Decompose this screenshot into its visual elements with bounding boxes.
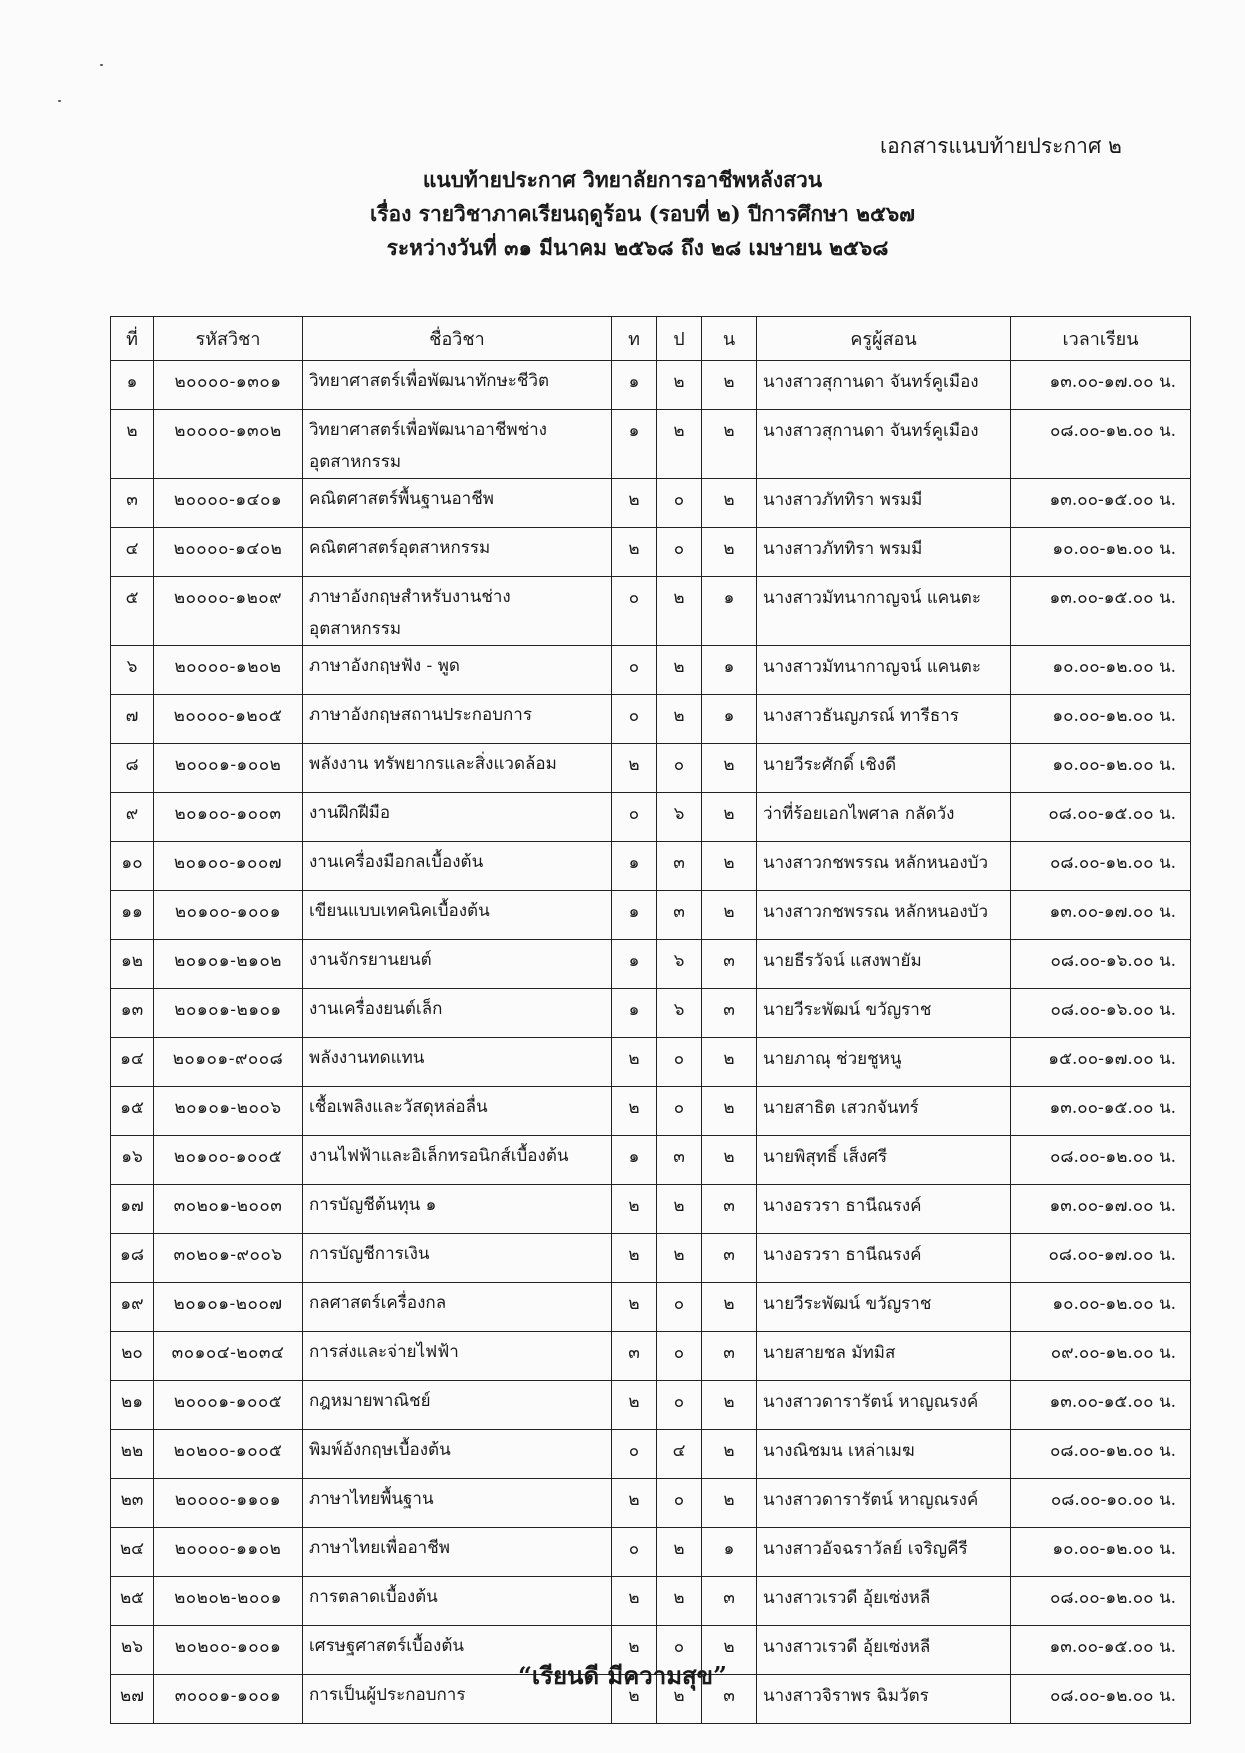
cell-practice: ๒ bbox=[657, 1234, 702, 1283]
cell-teacher: นายวีระศักดิ์ เชิงดี bbox=[757, 744, 1011, 793]
table-row bbox=[111, 1136, 1191, 1185]
cell-no: ๑๐ bbox=[111, 842, 154, 891]
header-practice: ป bbox=[657, 317, 702, 361]
cell-code: ๒๐๐๐๐-๑๑๐๑ bbox=[154, 1479, 303, 1528]
cell-credits: ๒ bbox=[702, 1430, 757, 1479]
cell-credits: ๒ bbox=[702, 1626, 757, 1675]
cell-credits: ๓ bbox=[702, 1185, 757, 1234]
header-teacher: ครูผู้สอน bbox=[757, 317, 1011, 361]
cell-code: ๒๐๑๐๐-๑๐๐๓ bbox=[154, 793, 303, 842]
cell-credits: ๓ bbox=[702, 989, 757, 1038]
cell-practice: ๔ bbox=[657, 1430, 702, 1479]
cell-practice: ๓ bbox=[657, 891, 702, 940]
cell-code: ๒๐๐๐๐-๑๒๐๕ bbox=[154, 695, 303, 744]
cell-time: ๑๓.๐๐-๑๕.๐๐ น. bbox=[1011, 479, 1191, 528]
cell-theory: ๑ bbox=[612, 410, 657, 479]
cell-no: ๑๖ bbox=[111, 1136, 154, 1185]
table-row bbox=[111, 989, 1191, 1038]
cell-theory: ๑ bbox=[612, 940, 657, 989]
cell-teacher: นางสาวกชพรรณ หลักหนองบัว bbox=[757, 842, 1011, 891]
cell-teacher: นายสายชล มัทมิส bbox=[757, 1332, 1011, 1381]
cell-code: ๒๐๑๐๑-๙๐๐๘ bbox=[154, 1038, 303, 1087]
cell-no: ๘ bbox=[111, 744, 154, 793]
cell-credits: ๒ bbox=[702, 891, 757, 940]
cell-practice: ๐ bbox=[657, 1038, 702, 1087]
cell-name: พลังงานทดแทน bbox=[303, 1038, 612, 1087]
cell-practice: ๒ bbox=[657, 695, 702, 744]
cell-no: ๒๑ bbox=[111, 1381, 154, 1430]
cell-time: ๑๓.๐๐-๑๕.๐๐ น. bbox=[1011, 577, 1191, 646]
cell-name: ภาษาอังกฤษสำหรับงานช่าง อุตสาหกรรม bbox=[303, 577, 612, 646]
cell-teacher: นายธีรวัจน์ แสงพายัม bbox=[757, 940, 1011, 989]
cell-credits: ๓ bbox=[702, 1332, 757, 1381]
cell-practice: ๒ bbox=[657, 1577, 702, 1626]
table-row bbox=[111, 1332, 1191, 1381]
cell-time: ๐๘.๐๐-๑๗.๐๐ น. bbox=[1011, 1234, 1191, 1283]
course-schedule-table bbox=[110, 316, 1191, 1724]
cell-theory: ๒ bbox=[612, 744, 657, 793]
cell-teacher: นายพิสุทธิ์ เส็งศรี bbox=[757, 1136, 1011, 1185]
cell-code: ๒๐๒๐๐-๑๐๐๑ bbox=[154, 1626, 303, 1675]
cell-practice: ๖ bbox=[657, 940, 702, 989]
cell-time: ๑๓.๐๐-๑๗.๐๐ น. bbox=[1011, 1185, 1191, 1234]
cell-theory: ๒ bbox=[612, 1283, 657, 1332]
cell-teacher: นางสาวจิราพร ฉิมวัตร bbox=[757, 1675, 1011, 1724]
cell-practice: ๒ bbox=[657, 577, 702, 646]
cell-name: ภาษาอังกฤษฟัง - พูด bbox=[303, 646, 612, 695]
cell-code: ๒๐๐๐๐-๑๔๐๑ bbox=[154, 479, 303, 528]
cell-teacher: นายภาณุ ช่วยชูหนู bbox=[757, 1038, 1011, 1087]
heading-line-2: เรื่อง รายวิชาภาคเรียนฤดูร้อน (รอบที่ ๒) ปีการศึกษา ๒๕๖๗ bbox=[370, 201, 915, 226]
cell-time: ๐๘.๐๐-๑๖.๐๐ น. bbox=[1011, 940, 1191, 989]
cell-theory: ๐ bbox=[612, 646, 657, 695]
heading-line-3: ระหว่างวันที่ ๓๑ มีนาคม ๒๕๖๘ ถึง ๒๘ เมษายน ๒๕๖๘ bbox=[386, 235, 889, 260]
cell-name: ภาษาไทยเพื่ออาชีพ bbox=[303, 1528, 612, 1577]
cell-time: ๑๓.๐๐-๑๗.๐๐ น. bbox=[1011, 891, 1191, 940]
cell-time: ๐๘.๐๐-๑๒.๐๐ น. bbox=[1011, 842, 1191, 891]
cell-credits: ๒ bbox=[702, 479, 757, 528]
cell-credits: ๓ bbox=[702, 940, 757, 989]
cell-no: ๒๓ bbox=[111, 1479, 154, 1528]
cell-practice: ๐ bbox=[657, 1479, 702, 1528]
cell-time: ๑๐.๐๐-๑๒.๐๐ น. bbox=[1011, 695, 1191, 744]
cell-name: งานเครื่องมือกลเบื้องต้น bbox=[303, 842, 612, 891]
motto: “เรียนดี มีความสุข” bbox=[518, 1661, 727, 1690]
cell-name: กฎหมายพาณิชย์ bbox=[303, 1381, 612, 1430]
table-row bbox=[111, 577, 1191, 646]
cell-no: ๗ bbox=[111, 695, 154, 744]
cell-theory: ๒ bbox=[612, 479, 657, 528]
cell-time: ๑๓.๐๐-๑๗.๐๐ น. bbox=[1011, 361, 1191, 410]
scan-speck bbox=[100, 64, 103, 66]
cell-practice: ๓ bbox=[657, 842, 702, 891]
cell-teacher: นางสาวดารารัตน์ หาญณรงค์ bbox=[757, 1381, 1011, 1430]
cell-no: ๖ bbox=[111, 646, 154, 695]
cell-theory: ๒ bbox=[612, 1626, 657, 1675]
cell-name: งานฝึกฝีมือ bbox=[303, 793, 612, 842]
cell-teacher: นางสาวภัททิรา พรมมี bbox=[757, 479, 1011, 528]
cell-code: ๒๐๐๐๑-๑๐๐๕ bbox=[154, 1381, 303, 1430]
header-name: ชื่อวิชา bbox=[303, 317, 612, 361]
cell-credits: ๑ bbox=[702, 646, 757, 695]
cell-teacher: นางณิชมน เหล่าเมฆ bbox=[757, 1430, 1011, 1479]
cell-time: ๑๕.๐๐-๑๗.๐๐ น. bbox=[1011, 1038, 1191, 1087]
cell-practice: ๒ bbox=[657, 410, 702, 479]
cell-time: ๑๐.๐๐-๑๒.๐๐ น. bbox=[1011, 744, 1191, 793]
cell-practice: ๐ bbox=[657, 1283, 702, 1332]
cell-practice: ๒ bbox=[657, 1185, 702, 1234]
cell-code: ๒๐๑๐๐-๑๐๐๗ bbox=[154, 842, 303, 891]
cell-name: กลศาสตร์เครื่องกล bbox=[303, 1283, 612, 1332]
cell-no: ๕ bbox=[111, 577, 154, 646]
cell-name: เชื้อเพลิงและวัสดุหล่อลื่น bbox=[303, 1087, 612, 1136]
cell-teacher: นางสาวธันญภรณ์ ทารีธาร bbox=[757, 695, 1011, 744]
cell-practice: ๓ bbox=[657, 1136, 702, 1185]
cell-teacher: นางสาวสุกานดา จันทร์คูเมือง bbox=[757, 410, 1011, 479]
cell-code: ๒๐๑๐๐-๑๐๐๑ bbox=[154, 891, 303, 940]
cell-name: พลังงาน ทรัพยากรและสิ่งแวดล้อม bbox=[303, 744, 612, 793]
cell-time: ๑๐.๐๐-๑๒.๐๐ น. bbox=[1011, 646, 1191, 695]
cell-credits: ๓ bbox=[702, 1577, 757, 1626]
cell-code: ๓๐๒๐๑-๙๐๐๖ bbox=[154, 1234, 303, 1283]
cell-teacher: นางสาวเรวดี อุ้ยเซ่งหลี bbox=[757, 1577, 1011, 1626]
cell-time: ๐๘.๐๐-๑๒.๐๐ น. bbox=[1011, 410, 1191, 479]
cell-code: ๒๐๐๐๐-๑๓๐๑ bbox=[154, 361, 303, 410]
table-row bbox=[111, 361, 1191, 410]
cell-time: ๑๐.๐๐-๑๒.๐๐ น. bbox=[1011, 1283, 1191, 1332]
cell-practice: ๐ bbox=[657, 1332, 702, 1381]
header-theory: ท bbox=[612, 317, 657, 361]
cell-theory: ๐ bbox=[612, 1528, 657, 1577]
cell-no: ๑๒ bbox=[111, 940, 154, 989]
cell-no: ๒ bbox=[111, 410, 154, 479]
cell-no: ๒๔ bbox=[111, 1528, 154, 1577]
cell-no: ๒๒ bbox=[111, 1430, 154, 1479]
cell-no: ๑๕ bbox=[111, 1087, 154, 1136]
cell-code: ๒๐๐๐๐-๑๒๐๒ bbox=[154, 646, 303, 695]
cell-no: ๒๕ bbox=[111, 1577, 154, 1626]
heading-line-1: แนบท้ายประกาศ วิทยาลัยการอาชีพหลังสวน bbox=[422, 167, 823, 192]
table-row bbox=[111, 1528, 1191, 1577]
cell-time: ๐๙.๐๐-๑๒.๐๐ น. bbox=[1011, 1332, 1191, 1381]
cell-theory: ๒ bbox=[612, 528, 657, 577]
cell-practice: ๐ bbox=[657, 1626, 702, 1675]
cell-code: ๒๐๑๐๑-๒๑๐๒ bbox=[154, 940, 303, 989]
cell-name: ภาษาไทยพื้นฐาน bbox=[303, 1479, 612, 1528]
cell-code: ๒๐๐๐๑-๑๐๐๒ bbox=[154, 744, 303, 793]
cell-code: ๒๐๐๐๐-๑๒๐๙ bbox=[154, 577, 303, 646]
cell-teacher: นายวีระพัฒน์ ขวัญราช bbox=[757, 989, 1011, 1038]
cell-theory: ๐ bbox=[612, 1430, 657, 1479]
header-time: เวลาเรียน bbox=[1011, 317, 1191, 361]
cell-no: ๑๔ bbox=[111, 1038, 154, 1087]
cell-practice: ๐ bbox=[657, 1087, 702, 1136]
cell-name: การเป็นผู้ประกอบการ bbox=[303, 1675, 612, 1724]
cell-code: ๒๐๑๐๑-๒๑๐๑ bbox=[154, 989, 303, 1038]
cell-practice: ๒ bbox=[657, 1528, 702, 1577]
cell-no: ๙ bbox=[111, 793, 154, 842]
header-code: รหัสวิชา bbox=[154, 317, 303, 361]
cell-name: การตลาดเบื้องต้น bbox=[303, 1577, 612, 1626]
cell-name: งานไฟฟ้าและอิเล็กทรอนิกส์เบื้องต้น bbox=[303, 1136, 612, 1185]
cell-name: เศรษฐศาสตร์เบื้องต้น bbox=[303, 1626, 612, 1675]
cell-theory: ๒ bbox=[612, 1381, 657, 1430]
cell-code: ๒๐๐๐๐-๑๓๐๒ bbox=[154, 410, 303, 479]
cell-teacher: นางอรวรา ธานีณรงค์ bbox=[757, 1234, 1011, 1283]
cell-time: ๐๘.๐๐-๑๒.๐๐ น. bbox=[1011, 1430, 1191, 1479]
cell-name: วิทยาศาสตร์เพื่อพัฒนาทักษะชีวิต bbox=[303, 361, 612, 410]
cell-teacher: ว่าที่ร้อยเอกไพศาล กลัดวัง bbox=[757, 793, 1011, 842]
cell-credits: ๒ bbox=[702, 1136, 757, 1185]
cell-theory: ๓ bbox=[612, 1332, 657, 1381]
cell-teacher: นางสาวมัทนากาญจน์ แคนตะ bbox=[757, 577, 1011, 646]
cell-teacher: นายวีระพัฒน์ ขวัญราช bbox=[757, 1283, 1011, 1332]
cell-code: ๒๐๐๐๐-๑๑๐๒ bbox=[154, 1528, 303, 1577]
cell-practice: ๖ bbox=[657, 793, 702, 842]
table-row bbox=[111, 1479, 1191, 1528]
cell-theory: ๑ bbox=[612, 1136, 657, 1185]
scan-speck bbox=[58, 100, 61, 102]
table-row bbox=[111, 528, 1191, 577]
cell-teacher: นางสาวมัทนากาญจน์ แคนตะ bbox=[757, 646, 1011, 695]
cell-no: ๒๖ bbox=[111, 1626, 154, 1675]
cell-credits: ๓ bbox=[702, 1234, 757, 1283]
cell-credits: ๒ bbox=[702, 361, 757, 410]
cell-theory: ๑ bbox=[612, 361, 657, 410]
cell-no: ๑๗ bbox=[111, 1185, 154, 1234]
cell-name: การบัญชีการเงิน bbox=[303, 1234, 612, 1283]
cell-time: ๑๐.๐๐-๑๒.๐๐ น. bbox=[1011, 528, 1191, 577]
cell-credits: ๒ bbox=[702, 1038, 757, 1087]
table-row bbox=[111, 1185, 1191, 1234]
cell-practice: ๒ bbox=[657, 361, 702, 410]
cell-theory: ๒ bbox=[612, 1087, 657, 1136]
cell-code: ๒๐๑๐๐-๑๐๐๕ bbox=[154, 1136, 303, 1185]
cell-time: ๑๐.๐๐-๑๒.๐๐ น. bbox=[1011, 1528, 1191, 1577]
cell-time: ๐๘.๐๐-๑๕.๐๐ น. bbox=[1011, 793, 1191, 842]
cell-time: ๑๓.๐๐-๑๕.๐๐ น. bbox=[1011, 1626, 1191, 1675]
cell-practice: ๒ bbox=[657, 646, 702, 695]
cell-code: ๒๐๑๐๑-๒๐๐๖ bbox=[154, 1087, 303, 1136]
cell-practice: ๐ bbox=[657, 479, 702, 528]
cell-no: ๑ bbox=[111, 361, 154, 410]
table-row bbox=[111, 1381, 1191, 1430]
table-row bbox=[111, 1038, 1191, 1087]
cell-theory: ๑ bbox=[612, 842, 657, 891]
cell-theory: ๒ bbox=[612, 1038, 657, 1087]
table-row bbox=[111, 1577, 1191, 1626]
cell-theory: ๑ bbox=[612, 989, 657, 1038]
table-header-row bbox=[111, 317, 1191, 361]
cell-teacher: นางสาวอัจฉราวัลย์ เจริญคีรี bbox=[757, 1528, 1011, 1577]
header-credits: น bbox=[702, 317, 757, 361]
cell-name: งานเครื่องยนต์เล็ก bbox=[303, 989, 612, 1038]
cell-no: ๑๙ bbox=[111, 1283, 154, 1332]
cell-time: ๐๘.๐๐-๑๒.๐๐ น. bbox=[1011, 1675, 1191, 1724]
cell-teacher: นายสาธิต เสวกจันทร์ bbox=[757, 1087, 1011, 1136]
cell-credits: ๒ bbox=[702, 744, 757, 793]
document-reference: เอกสารแนบท้ายประกาศ ๒ bbox=[880, 134, 1122, 158]
cell-theory: ๑ bbox=[612, 891, 657, 940]
cell-code: ๓๐๒๐๑-๒๐๐๓ bbox=[154, 1185, 303, 1234]
cell-teacher: นางอรวรา ธานีณรงค์ bbox=[757, 1185, 1011, 1234]
cell-name: วิทยาศาสตร์เพื่อพัฒนาอาชีพช่าง อุตสาหกรรม bbox=[303, 410, 612, 479]
cell-credits: ๑ bbox=[702, 1528, 757, 1577]
cell-credits: ๒ bbox=[702, 1087, 757, 1136]
cell-teacher: นางสาวกชพรรณ หลักหนองบัว bbox=[757, 891, 1011, 940]
table-row bbox=[111, 1087, 1191, 1136]
table-row bbox=[111, 695, 1191, 744]
cell-teacher: นางสาวภัททิรา พรมมี bbox=[757, 528, 1011, 577]
cell-credits: ๒ bbox=[702, 1381, 757, 1430]
cell-theory: ๒ bbox=[612, 1577, 657, 1626]
cell-credits: ๒ bbox=[702, 410, 757, 479]
table-row bbox=[111, 1430, 1191, 1479]
cell-name: งานจักรยานยนต์ bbox=[303, 940, 612, 989]
table-row bbox=[111, 646, 1191, 695]
table-row bbox=[111, 940, 1191, 989]
cell-code: ๒๐๑๐๑-๒๐๐๗ bbox=[154, 1283, 303, 1332]
cell-name: การบัญชีต้นทุน ๑ bbox=[303, 1185, 612, 1234]
cell-no: ๒๗ bbox=[111, 1675, 154, 1724]
cell-practice: ๖ bbox=[657, 989, 702, 1038]
cell-teacher: นางสาวดารารัตน์ หาญณรงค์ bbox=[757, 1479, 1011, 1528]
table-body bbox=[111, 361, 1191, 1724]
cell-code: ๒๐๐๐๐-๑๔๐๒ bbox=[154, 528, 303, 577]
cell-no: ๔ bbox=[111, 528, 154, 577]
cell-name: ภาษาอังกฤษสถานประกอบการ bbox=[303, 695, 612, 744]
cell-name: การส่งและจ่ายไฟฟ้า bbox=[303, 1332, 612, 1381]
cell-no: ๒๐ bbox=[111, 1332, 154, 1381]
cell-credits: ๒ bbox=[702, 842, 757, 891]
cell-no: ๑๓ bbox=[111, 989, 154, 1038]
table-row bbox=[111, 1283, 1191, 1332]
cell-theory: ๒ bbox=[612, 1479, 657, 1528]
header-no: ที่ bbox=[111, 317, 154, 361]
cell-name: คณิตศาสตร์พื้นฐานอาชีพ bbox=[303, 479, 612, 528]
table-row bbox=[111, 793, 1191, 842]
cell-name: พิมพ์อังกฤษเบื้องต้น bbox=[303, 1430, 612, 1479]
cell-code: ๓๐๐๐๑-๑๐๐๑ bbox=[154, 1675, 303, 1724]
cell-credits: ๓ bbox=[702, 1675, 757, 1724]
cell-theory: ๐ bbox=[612, 793, 657, 842]
cell-time: ๑๓.๐๐-๑๕.๐๐ น. bbox=[1011, 1381, 1191, 1430]
cell-teacher: นางสาวเรวดี อุ้ยเซ่งหลี bbox=[757, 1626, 1011, 1675]
cell-credits: ๑ bbox=[702, 695, 757, 744]
table-row bbox=[111, 842, 1191, 891]
cell-practice: ๐ bbox=[657, 528, 702, 577]
cell-credits: ๒ bbox=[702, 793, 757, 842]
cell-code: ๓๐๑๐๔-๒๐๓๔ bbox=[154, 1332, 303, 1381]
cell-no: ๑๑ bbox=[111, 891, 154, 940]
cell-name: เขียนแบบเทคนิคเบื้องต้น bbox=[303, 891, 612, 940]
cell-time: ๐๘.๐๐-๑๐.๐๐ น. bbox=[1011, 1479, 1191, 1528]
cell-theory: ๒ bbox=[612, 1234, 657, 1283]
cell-credits: ๒ bbox=[702, 1479, 757, 1528]
cell-name: คณิตศาสตร์อุตสาหกรรม bbox=[303, 528, 612, 577]
cell-time: ๐๘.๐๐-๑๒.๐๐ น. bbox=[1011, 1577, 1191, 1626]
cell-time: ๑๓.๐๐-๑๕.๐๐ น. bbox=[1011, 1087, 1191, 1136]
cell-no: ๑๘ bbox=[111, 1234, 154, 1283]
table-row bbox=[111, 1234, 1191, 1283]
cell-theory: ๐ bbox=[612, 577, 657, 646]
cell-practice: ๐ bbox=[657, 1381, 702, 1430]
cell-practice: ๒ bbox=[657, 1675, 702, 1724]
table-row bbox=[111, 744, 1191, 793]
announcement-heading bbox=[0, 163, 1245, 265]
cell-time: ๐๘.๐๐-๑๒.๐๐ น. bbox=[1011, 1136, 1191, 1185]
cell-theory: ๒ bbox=[612, 1675, 657, 1724]
cell-teacher: นางสาวสุกานดา จันทร์คูเมือง bbox=[757, 361, 1011, 410]
table-row bbox=[111, 479, 1191, 528]
cell-theory: ๐ bbox=[612, 695, 657, 744]
cell-code: ๒๐๒๐๐-๑๐๐๕ bbox=[154, 1430, 303, 1479]
cell-credits: ๒ bbox=[702, 528, 757, 577]
cell-practice: ๐ bbox=[657, 744, 702, 793]
cell-time: ๐๘.๐๐-๑๖.๐๐ น. bbox=[1011, 989, 1191, 1038]
table-row bbox=[111, 891, 1191, 940]
cell-theory: ๒ bbox=[612, 1185, 657, 1234]
cell-credits: ๒ bbox=[702, 1283, 757, 1332]
cell-no: ๓ bbox=[111, 479, 154, 528]
table-row bbox=[111, 410, 1191, 479]
cell-credits: ๑ bbox=[702, 577, 757, 646]
cell-code: ๒๐๒๐๒-๒๐๐๑ bbox=[154, 1577, 303, 1626]
